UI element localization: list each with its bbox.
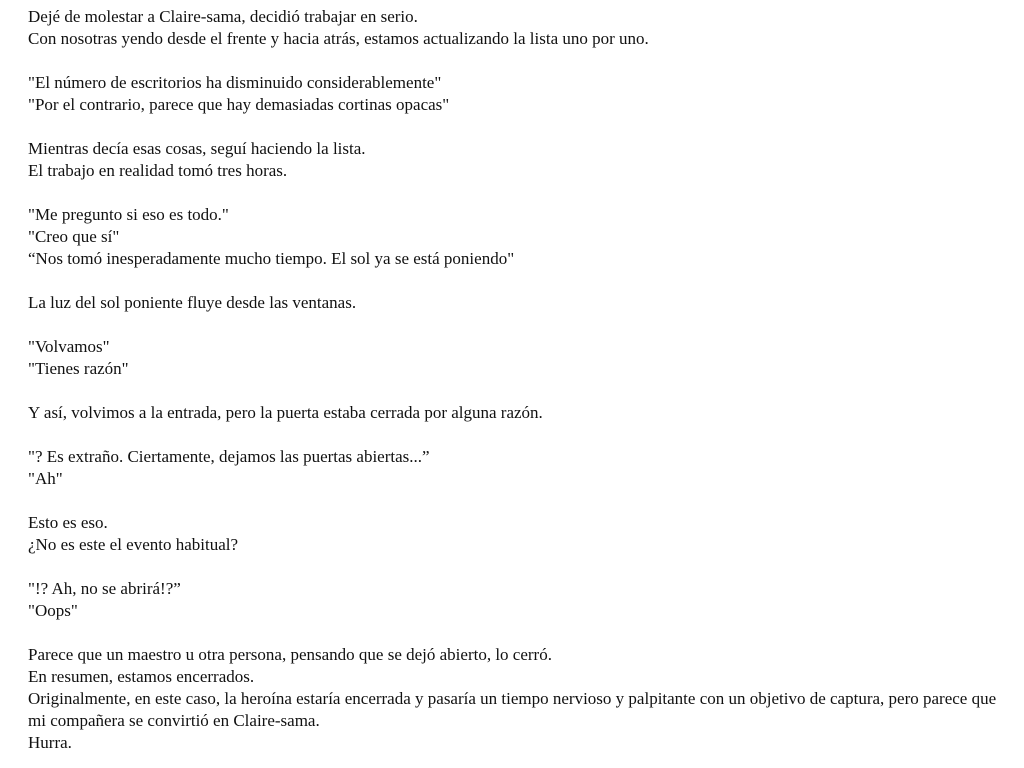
paragraph [28, 512, 1004, 556]
paragraph [28, 292, 1004, 314]
text-line: Con nosotras yendo desde el frente y hacia atrás, estamos actualizando la lista uno por uno. [28, 29, 649, 48]
text-line: La luz del sol poniente fluye desde las ventanas. [28, 293, 357, 312]
text-line: "Me pregunto si eso es todo." [28, 205, 229, 224]
text-line: "Por el contrario, parece que hay demasiadas cortinas opacas" [28, 95, 450, 114]
text-line: "? Es extraño. Ciertamente, dejamos las puertas abiertas...” [28, 447, 430, 466]
text-line: "Creo que sí" [28, 227, 120, 246]
text-line: Dejé de molestar a Claire-sama, decidió trabajar en serio. [28, 7, 418, 26]
text-line: “Nos tomó inesperadamente mucho tiempo. El sol ya se está poniendo" [28, 249, 515, 268]
paragraph [28, 446, 1004, 490]
paragraph [28, 6, 1004, 50]
paragraph [28, 644, 1004, 754]
paragraph [28, 138, 1004, 182]
text-line: "Volvamos" [28, 337, 110, 356]
text-line: ¿No es este el evento habitual? [28, 535, 239, 554]
paragraph [28, 402, 1004, 424]
text-line: Originalmente, en este caso, la heroína estaría encerrada y pasaría un tiempo nervioso y palpitante con un objetivo de captura, pero parece que mi compañera se convirtió en Claire-sama. [28, 689, 997, 730]
text-line: Esto es eso. [28, 513, 108, 532]
text-line: "!? Ah, no se abrirá!?” [28, 579, 181, 598]
paragraph [28, 204, 1004, 270]
text-line: Hurra. [28, 733, 72, 752]
paragraph [28, 72, 1004, 116]
text-line: En resumen, estamos encerrados. [28, 667, 255, 686]
text-line: "Ah" [28, 469, 63, 488]
text-line: Parece que un maestro u otra persona, pensando que se dejó abierto, lo cerró. [28, 645, 552, 664]
text-line: "Tienes razón" [28, 359, 129, 378]
text-line: "El número de escritorios ha disminuido considerablemente" [28, 73, 442, 92]
text-line: Y así, volvimos a la entrada, pero la puerta estaba cerrada por alguna razón. [28, 403, 543, 422]
paragraph [28, 336, 1004, 380]
paragraph [28, 578, 1004, 622]
text-line: "Oops" [28, 601, 78, 620]
text-line: Mientras decía esas cosas, seguí haciendo la lista. [28, 139, 366, 158]
text-line: El trabajo en realidad tomó tres horas. [28, 161, 288, 180]
